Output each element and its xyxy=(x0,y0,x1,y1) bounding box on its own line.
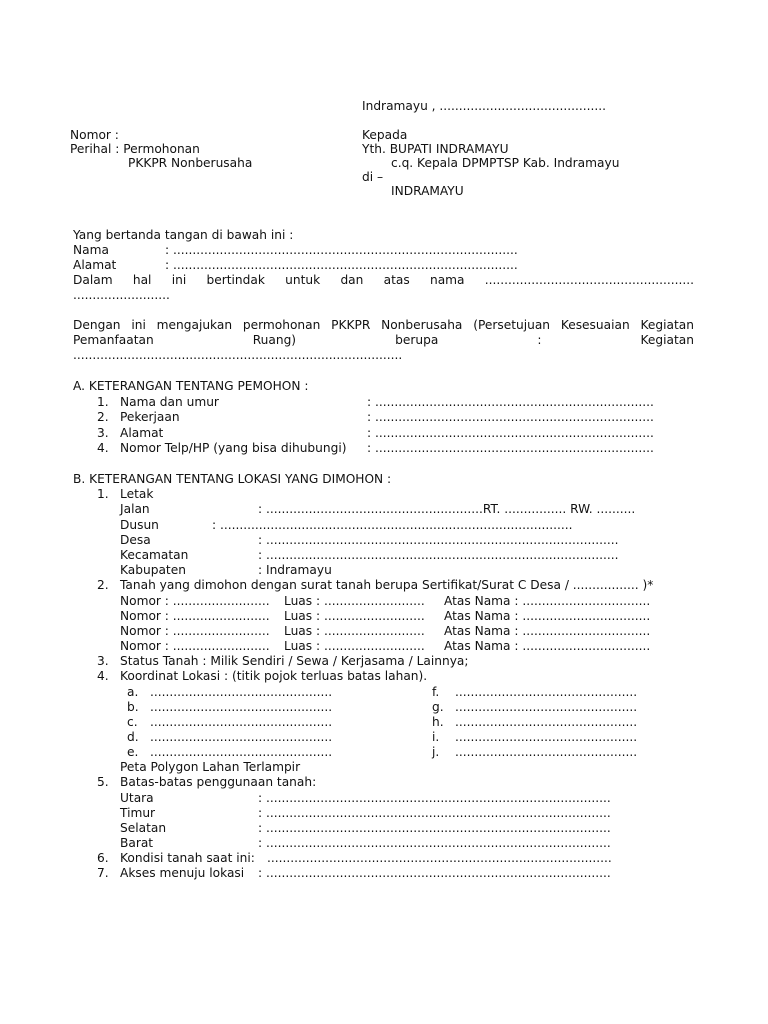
pemohon-alamat-field: : ........................................................................ xyxy=(367,426,654,440)
word: berupa xyxy=(395,333,439,347)
word: Pemanfaatan xyxy=(73,333,154,347)
request-line-3: ..................................................................................... xyxy=(73,348,403,362)
pemohon-telp-label: Nomor Telp/HP (yang bisa dihubungi) xyxy=(120,441,347,455)
dusun-field: : ........................................................................................... xyxy=(212,518,573,532)
koordinat-letter: f. xyxy=(432,685,440,699)
sertifikat-nomor: Nomor : ......................... xyxy=(120,639,270,653)
word: Kegiatan xyxy=(640,333,694,347)
di-label: di – xyxy=(362,170,384,184)
section-b-title: B. KETERANGAN TENTANG LOKASI YANG DIMOHON : xyxy=(73,472,392,486)
sertifikat-atas-nama: Atas Nama : ................................. xyxy=(444,609,651,623)
tanah-surat-label: Tanah yang dimohon dengan surat tanah berupa Sertifikat/Surat C Desa / ................. )* xyxy=(120,578,654,592)
word: : xyxy=(537,333,542,347)
word: untuk xyxy=(285,273,321,287)
koordinat-letter: i. xyxy=(432,730,440,744)
koordinat-field: ............................................... xyxy=(150,730,333,744)
koordinat-field: ............................................... xyxy=(455,685,638,699)
koordinat-letter: c. xyxy=(127,715,138,729)
word: Dalam xyxy=(73,273,113,287)
pemohon-telp-field: : ........................................................................ xyxy=(367,441,654,455)
word: ini xyxy=(131,318,146,332)
akses-field: : ......................................................................................... xyxy=(258,866,611,880)
place-date: Indramayu , ........................................... xyxy=(362,99,607,113)
batas-label: Batas-batas penggunaan tanah: xyxy=(120,775,317,789)
koordinat-field: ............................................... xyxy=(455,715,638,729)
sertifikat-atas-nama: Atas Nama : ................................. xyxy=(444,624,651,638)
acting-line-2: ......................... xyxy=(73,288,170,302)
batas-barat-label: Barat xyxy=(120,836,154,850)
status-tanah: Status Tanah : Milik Sendiri / Sewa / Kerjasama / Lainnya; xyxy=(120,654,469,668)
signer-intro: Yang bertanda tangan di bawah ini : xyxy=(73,228,294,242)
batas-utara-label: Utara xyxy=(120,791,154,805)
alamat-field: : ......................................................................................... xyxy=(165,258,518,272)
sertifikat-atas-nama: Atas Nama : ................................. xyxy=(444,594,651,608)
pemohon-alamat-label: Alamat xyxy=(120,426,164,440)
request-line-2 xyxy=(73,333,694,348)
nama-field: : ......................................................................................... xyxy=(165,243,518,257)
sertifikat-luas: Luas : .......................... xyxy=(284,594,425,608)
koordinat-letter: b. xyxy=(127,700,139,714)
list-num: 6. xyxy=(97,851,109,865)
list-num: 4. xyxy=(97,669,109,683)
word: ini xyxy=(171,273,187,287)
sertifikat-nomor: Nomor : ......................... xyxy=(120,609,270,623)
word: Ruang) xyxy=(252,333,297,347)
sertifikat-atas-nama: Atas Nama : ................................. xyxy=(444,639,651,653)
word: ...................................................... xyxy=(484,273,694,287)
sertifikat-luas: Luas : .......................... xyxy=(284,609,425,623)
recipient-cq: c.q. Kepala DPMPTSP Kab. Indramayu xyxy=(391,156,620,170)
sertifikat-nomor: Nomor : ......................... xyxy=(120,594,270,608)
list-num: 7. xyxy=(97,866,109,880)
koordinat-field: ............................................... xyxy=(455,730,638,744)
koordinat-field: ............................................... xyxy=(150,700,333,714)
pemohon-pekerjaan-label: Pekerjaan xyxy=(120,410,180,424)
section-a-title: A. KETERANGAN TENTANG PEMOHON : xyxy=(73,379,309,393)
word: Kegiatan xyxy=(640,318,694,332)
akses-label: Akses menuju lokasi xyxy=(120,866,245,880)
koordinat-letter: j. xyxy=(432,745,440,759)
koordinat-letter: g. xyxy=(432,700,444,714)
kondisi-field: ......................................................................................... xyxy=(267,851,612,865)
batas-utara-field: : ......................................................................................... xyxy=(258,791,611,805)
word: PKKPR xyxy=(331,318,371,332)
koordinat-field: ............................................... xyxy=(150,715,333,729)
kabupaten-label: Kabupaten xyxy=(120,563,186,577)
desa-label: Desa xyxy=(120,533,151,547)
perihal-subject: PKKPR Nonberusaha xyxy=(128,156,253,170)
pemohon-pekerjaan-field: : ........................................................................ xyxy=(367,410,654,424)
word: permohonan xyxy=(242,318,321,332)
list-num: 5. xyxy=(97,775,109,789)
koordinat-letter: e. xyxy=(127,745,139,759)
alamat-label: Alamat xyxy=(73,258,117,272)
word: Kesesuaian xyxy=(560,318,630,332)
list-num: 1. xyxy=(97,487,109,501)
batas-barat-field: : ......................................................................................... xyxy=(258,836,611,850)
word: atas xyxy=(383,273,410,287)
recipient-city: INDRAMAYU xyxy=(391,184,464,198)
perihal-label: Perihal : Permohonan xyxy=(70,142,200,156)
koordinat-field: ............................................... xyxy=(150,685,333,699)
sertifikat-luas: Luas : .......................... xyxy=(284,639,425,653)
dusun-label: Dusun xyxy=(120,518,159,532)
batas-timur-label: Timur xyxy=(120,806,156,820)
word: Dengan xyxy=(73,318,121,332)
koordinat-field: ............................................... xyxy=(455,745,638,759)
sertifikat-nomor: Nomor : ......................... xyxy=(120,624,270,638)
koordinat-letter: a. xyxy=(127,685,139,699)
kabupaten-value: : Indramayu xyxy=(258,563,332,577)
list-num: 4. xyxy=(97,441,109,455)
pemohon-nama-label: Nama dan umur xyxy=(120,395,219,409)
koordinat-letter: h. xyxy=(432,715,444,729)
list-num: 2. xyxy=(97,410,109,424)
kecamatan-field: : ........................................................................................... xyxy=(258,548,619,562)
koordinat-label: Koordinat Lokasi : (titik pojok terluas batas lahan). xyxy=(120,669,428,683)
list-num: 1. xyxy=(97,395,109,409)
word: Nonberusaha xyxy=(381,318,463,332)
batas-selatan-label: Selatan xyxy=(120,821,167,835)
kondisi-label: Kondisi tanah saat ini: xyxy=(120,851,255,865)
recipient: Yth. BUPATI INDRAMAYU xyxy=(362,142,509,156)
request-line-1 xyxy=(73,318,694,333)
polygon-note: Peta Polygon Lahan Terlampir xyxy=(120,760,301,774)
list-num: 2. xyxy=(97,578,109,592)
koordinat-letter: d. xyxy=(127,730,139,744)
word: mengajukan xyxy=(156,318,233,332)
word: (Persetujuan xyxy=(473,318,551,332)
batas-selatan-field: : ......................................................................................... xyxy=(258,821,611,835)
kecamatan-label: Kecamatan xyxy=(120,548,189,562)
word: dan xyxy=(340,273,364,287)
pemohon-nama-field: : ........................................................................ xyxy=(367,395,654,409)
nama-label: Nama xyxy=(73,243,109,257)
koordinat-field: ............................................... xyxy=(455,700,638,714)
jalan-field: : ........................................................RT. ................ RW. .......... xyxy=(258,502,636,516)
acting-line xyxy=(73,273,694,288)
kepada-label: Kepada xyxy=(362,128,408,142)
letak-label: Letak xyxy=(120,487,154,501)
nomor-label: Nomor : xyxy=(70,128,119,142)
word: nama xyxy=(429,273,465,287)
word: bertindak xyxy=(206,273,265,287)
list-num: 3. xyxy=(97,654,109,668)
jalan-label: Jalan xyxy=(120,502,150,516)
desa-field: : ........................................................................................... xyxy=(258,533,619,547)
word: hal xyxy=(132,273,152,287)
batas-timur-field: : ......................................................................................... xyxy=(258,806,611,820)
sertifikat-luas: Luas : .......................... xyxy=(284,624,425,638)
koordinat-field: ............................................... xyxy=(150,745,333,759)
list-num: 3. xyxy=(97,426,109,440)
